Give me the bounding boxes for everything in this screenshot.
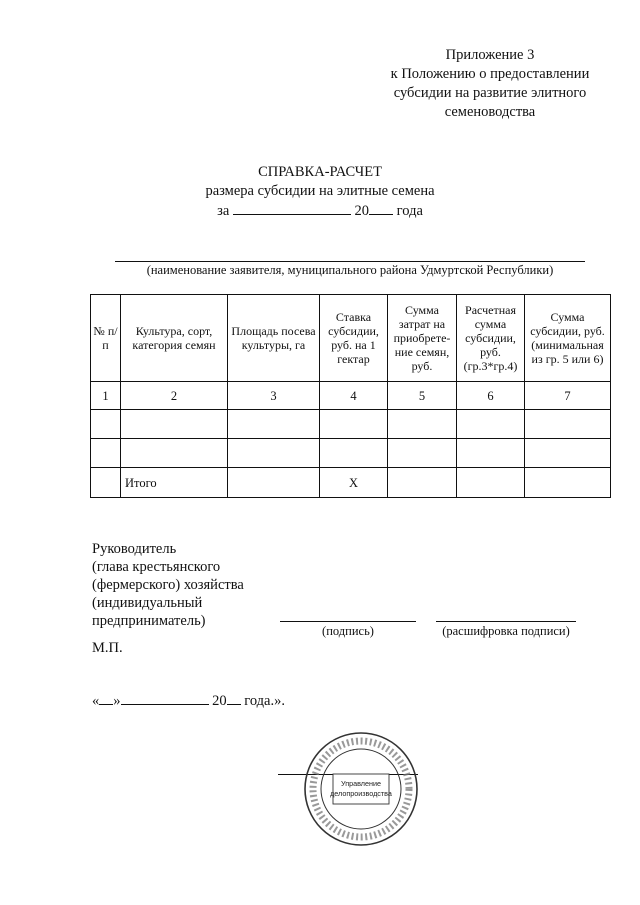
table-cell	[388, 439, 457, 468]
appendix-line: субсидии на развитие элитного	[393, 85, 587, 101]
header-number: № п/п	[91, 295, 121, 382]
year-blank	[369, 200, 393, 215]
decode-line	[436, 621, 576, 622]
seal-text: делопроизводства	[330, 789, 392, 798]
date-suffix: года.».	[244, 693, 285, 709]
table-cell	[525, 439, 611, 468]
table-cell	[320, 410, 388, 439]
header-costs: Сумма затрат на приобрете-ние семян, руб.	[388, 295, 457, 382]
column-number: 4	[320, 382, 388, 410]
year-blank-2	[227, 690, 241, 705]
total-label: Итого	[121, 468, 228, 498]
table-cell	[388, 410, 457, 439]
total-row	[91, 468, 611, 498]
column-number: 6	[457, 382, 525, 410]
table-row	[91, 439, 611, 468]
table-cell	[121, 439, 228, 468]
column-number-row	[91, 382, 611, 410]
subsidy-table	[90, 294, 611, 498]
header-rate: Ставка субсидии, руб. на 1 гектар	[320, 295, 388, 382]
table-cell	[91, 439, 121, 468]
column-number: 3	[228, 382, 320, 410]
header-calculated: Расчетная сумма субсидии, руб. (гр.3*гр.4)	[457, 295, 525, 382]
table-cell	[457, 439, 525, 468]
table-cell	[525, 468, 611, 498]
table-cell	[91, 468, 121, 498]
period-blank	[233, 200, 351, 215]
period-suffix: года	[396, 203, 423, 219]
applicant-caption: (наименование заявителя, муниципального района Удмуртской Республики)	[146, 263, 554, 277]
seal-mark: М.П.	[92, 640, 123, 656]
table-cell	[228, 439, 320, 468]
seal-text: Управление	[341, 779, 381, 788]
period-prefix: за	[217, 203, 230, 219]
table-cell	[121, 410, 228, 439]
applicant-line	[115, 261, 585, 262]
table-header-row	[91, 295, 611, 382]
table-cell	[457, 468, 525, 498]
date-line	[92, 690, 285, 710]
appendix-line: Приложение 3	[445, 47, 535, 63]
table-cell	[525, 410, 611, 439]
table-cell	[388, 468, 457, 498]
table-cell	[457, 410, 525, 439]
signature-line	[280, 621, 416, 622]
appendix-line: семеноводства	[444, 104, 536, 120]
signer-role	[92, 540, 244, 630]
period-line	[0, 200, 640, 221]
date-year: 20	[212, 693, 227, 709]
decode-caption: (расшифровка подписи)	[442, 624, 570, 638]
header-subsidy: Сумма субсидии, руб. (минимальная из гр. 5 или 6)	[525, 295, 611, 382]
signer-role-line: (глава крестьянского	[92, 559, 221, 575]
header-area: Площадь посева культуры, га	[228, 295, 320, 382]
header-crop: Культура, сорт, категория семян	[121, 295, 228, 382]
column-number: 2	[121, 382, 228, 410]
signer-role-line: Руководитель	[92, 541, 177, 557]
total-rate-mark: X	[320, 468, 388, 498]
document-subtitle: размера субсидии на элитные семена	[205, 183, 435, 199]
column-number: 5	[388, 382, 457, 410]
official-seal	[302, 730, 420, 848]
column-number: 1	[91, 382, 121, 410]
month-blank	[121, 690, 209, 705]
period-year: 20	[354, 203, 370, 219]
document-title: СПРАВКА-РАСЧЕТ	[258, 164, 382, 180]
table-cell	[91, 410, 121, 439]
appendix-block	[350, 46, 630, 122]
column-number: 7	[525, 382, 611, 410]
date-close-quote: »	[113, 693, 121, 709]
table-cell	[228, 410, 320, 439]
signature-caption: (подпись)	[322, 624, 374, 638]
table-cell	[228, 468, 320, 498]
table-row	[91, 410, 611, 439]
signer-role-line: (фермерского) хозяйства	[92, 577, 244, 593]
signer-role-line: предприниматель)	[92, 613, 206, 629]
day-blank	[99, 690, 113, 705]
date-open-quote: «	[92, 693, 100, 709]
table-cell	[320, 439, 388, 468]
signer-role-line: (индивидуальный	[92, 595, 203, 611]
appendix-line: к Положению о предоставлении	[390, 66, 590, 82]
